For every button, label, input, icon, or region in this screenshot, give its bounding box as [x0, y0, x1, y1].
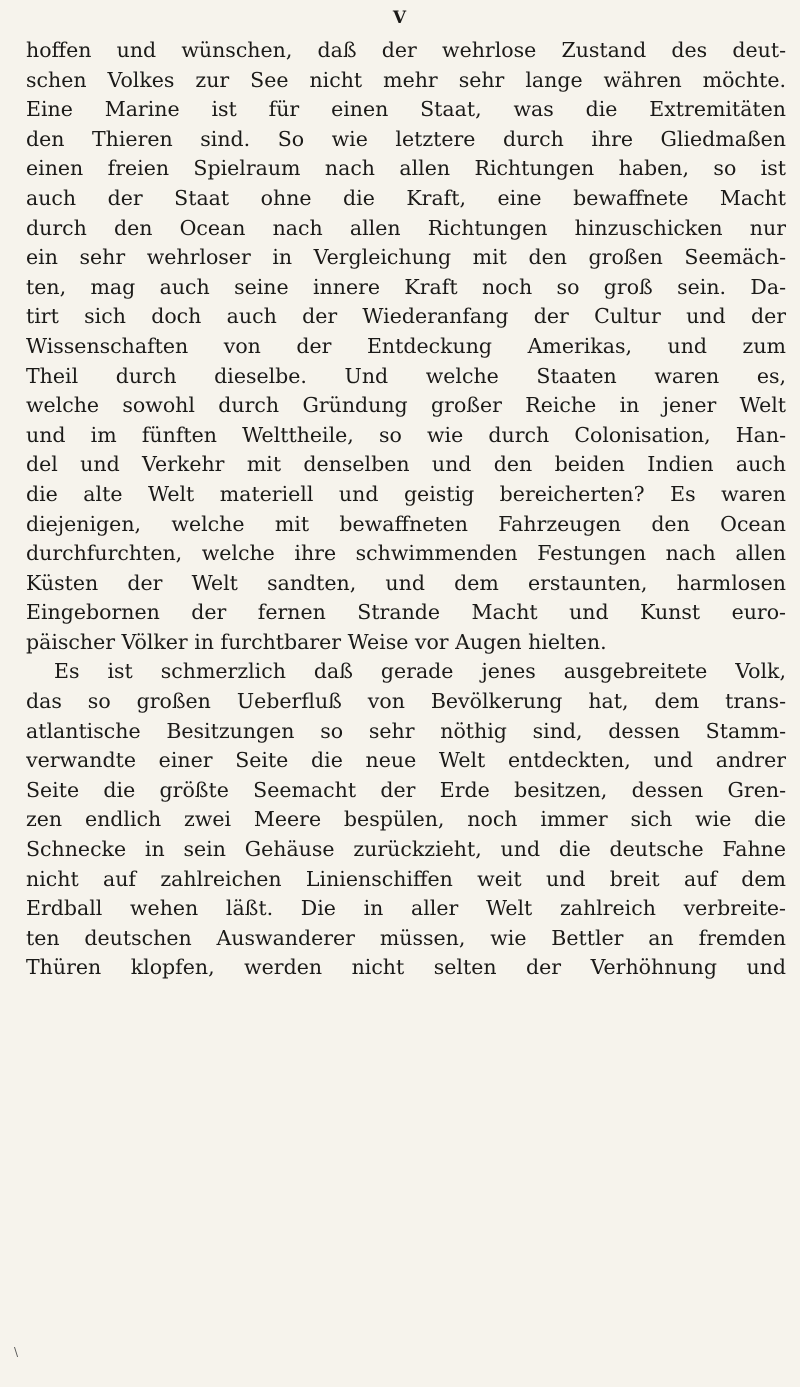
text-line: diejenigen, welche mit bewaffneten Fahrzeugen den Ocean: [26, 511, 786, 536]
margin-mark: \: [14, 1345, 19, 1359]
text-line: einen freien Spielraum nach allen Richtungen haben, so ist: [26, 156, 786, 181]
text-line: Thüren klopfen, werden nicht selten der Verhöhnung und: [26, 955, 786, 980]
text-line: atlantische Besitzungen so sehr nöthig sind, dessen Stamm-: [26, 718, 786, 743]
text-line: Seite die größte Seemacht der Erde besitzen, dessen Gren-: [26, 777, 786, 802]
text-line: Schnecke in sein Gehäuse zurückzieht, und die deutsche Fahne: [26, 837, 786, 862]
page-number: V: [392, 8, 408, 28]
text-line: nicht auf zahlreichen Linienschiffen weit und breit auf dem: [26, 866, 786, 891]
text-line: del und Verkehr mit denselben und den beiden Indien auch: [26, 452, 786, 477]
text-line: hoffen und wünschen, daß der wehrlose Zustand des deut-: [26, 38, 786, 62]
text-line: Küsten der Welt sandten, und dem erstaunten, harmlosen: [26, 570, 786, 595]
text-line: Eine Marine ist für einen Staat, was die Extremitäten: [26, 97, 786, 122]
text-line: die alte Welt materiell und geistig bereicherten? Es waren: [26, 481, 786, 506]
text-line: welche sowohl durch Gründung großer Reiche in jener Welt: [26, 393, 786, 418]
text-line: ten deutschen Auswanderer müssen, wie Bettler an fremden: [26, 925, 786, 950]
text-line: schen Volkes zur See nicht mehr sehr lange währen möchte.: [26, 67, 786, 92]
text-line: Wissenschaften von der Entdeckung Amerikas, und zum: [26, 333, 786, 358]
text-line: verwandte einer Seite die neue Welt entdeckten, und andrer: [26, 748, 786, 773]
text-line: zen endlich zwei Meere bespülen, noch immer sich wie die: [26, 807, 786, 832]
body-text: [26, 36, 786, 983]
text-line: durchfurchten, welche ihre schwimmenden Festungen nach allen: [26, 541, 786, 566]
text-line: päischer Völker in furchtbarer Weise vor Augen hielten.: [26, 629, 607, 654]
text-line: den Thieren sind. So wie letztere durch ihre Gliedmaßen: [26, 126, 786, 151]
text-line: auch der Staat ohne die Kraft, eine bewaffnete Macht: [26, 185, 786, 210]
text-line: Es ist schmerzlich daß gerade jenes ausgebreitete Volk,: [54, 659, 786, 684]
text-line: ten, mag auch seine innere Kraft noch so groß sein. Da-: [26, 274, 786, 299]
text-line: tirt sich doch auch der Wiederanfang der Cultur und der: [26, 304, 786, 329]
text-line: das so großen Ueberfluß von Bevölkerung hat, dem trans-: [26, 689, 786, 714]
text-line: Eingebornen der fernen Strande Macht und Kunst euro-: [26, 600, 786, 625]
text-line: Erdball wehen läßt. Die in aller Welt zahlreich verbreite-: [26, 896, 786, 921]
text-line: Theil durch dieselbe. Und welche Staaten waren es,: [26, 363, 786, 388]
text-line: durch den Ocean nach allen Richtungen hinzuschicken nur: [26, 215, 786, 240]
text-line: ein sehr wehrloser in Vergleichung mit den großen Seemäch-: [26, 245, 786, 270]
text-line: und im fünften Welttheile, so wie durch Colonisation, Han-: [26, 422, 786, 447]
